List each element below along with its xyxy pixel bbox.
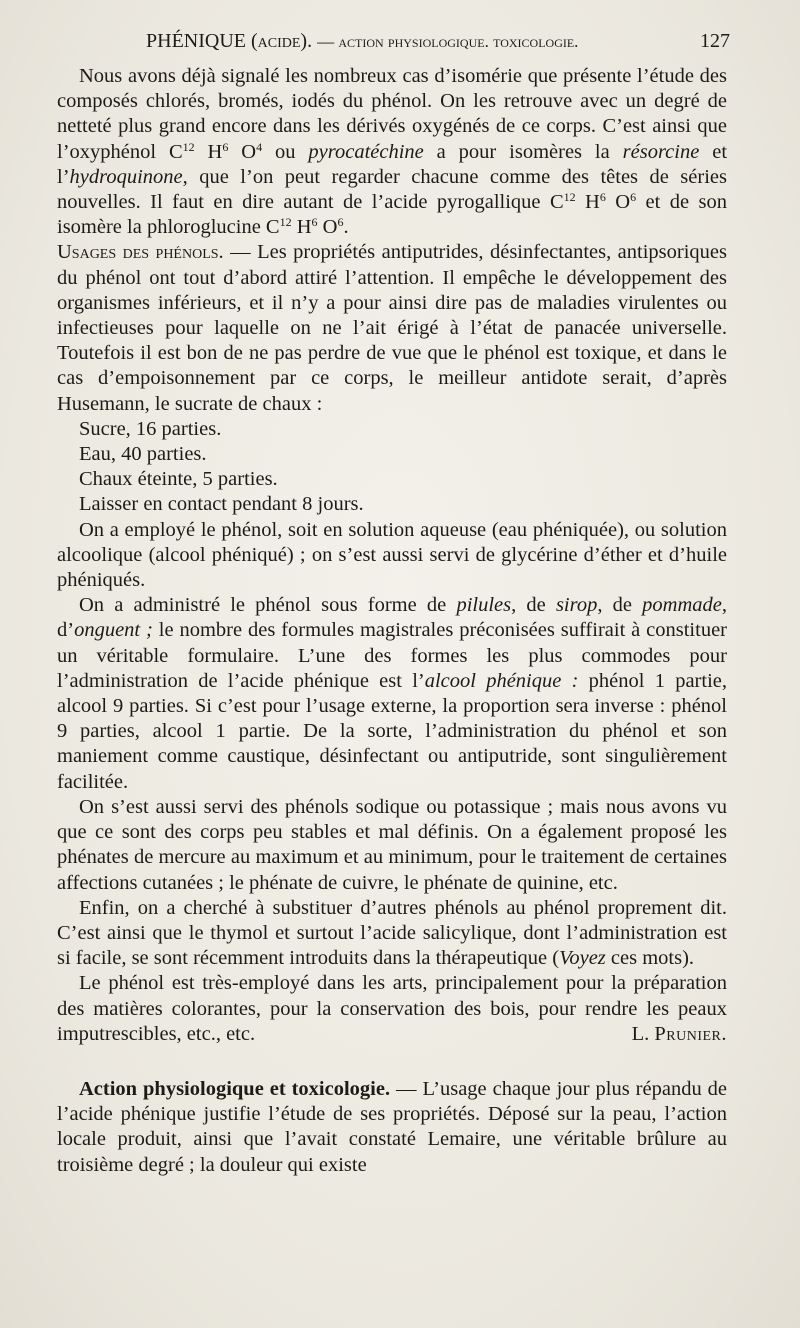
antidote-recipe bbox=[79, 417, 727, 518]
paragraph-formes: On a administré le phénol sous forme de pilules, de sirop, de pommade, d’onguent ; le nombre des formules magistrales préconisées suffirait à constituer un véritable formulaire. L’une des formes les plus commodes pour l’administration de l’acide phénique est l’alcool phénique : phénol 1 partie, alcool 9 parties. Si c’est pour l’usage externe, la proportion sera inverse : phénol 9 parties, alcool 1 partie. De la sorte, l’administration du phénol et son maniement comme caustique, désinfectant ou antiputride, sont singulièrement facilitée. bbox=[57, 594, 728, 793]
paragraph-phenates: On s’est aussi servi des phénols sodique ou potassique ; mais nous avons vu que ce sont des corps peu stables et mal définis. On a également proposé les phénates de mercure au maximum et au minimum, pour le traitement de certaines affections cutanées ; le phénate de cuivre, le phénate de quinine, etc. bbox=[57, 795, 727, 894]
paragraph-isomerie: Nous avons déjà signalé les nombreux cas d’isomérie que présente l’étude des composés chlorés, bromés, iodés du phénol. On les retrouve avec un degré de netteté plus grand encore dans les dérivés oxygénés de ce corps. C’est ainsi que l’oxyphénol $C^{12}$ $H^6$ $O^4$ ou pyrocatéchine a pour isomères la résorcine et l’hydroquinone, que l’on peut regarder chacune comme des têtes de séries nouvelles. Il faut en dire autant de l’acide pyrogallique $C^{12}$ $H^6$ $O^6$ et de son isomère la phloroglucine $C^{12}$ $H^6$ $O^6$. bbox=[57, 65, 728, 239]
paragraph-arts: Le phénol est très-employé dans les arts, principalement pour la préparation des matières colorantes, pour la conservation des bois, pour rendre les peaux imputrescibles, etc., etc. L. Prunier. bbox=[57, 971, 727, 1047]
recipe-line: Chaux éteinte, 5 parties. bbox=[79, 468, 278, 491]
section-heading-usages: Usages des phénols. bbox=[57, 241, 224, 264]
recipe-line: Laisser en contact pendant 8 jours. bbox=[79, 493, 364, 516]
running-title-rest: — action physiologique. toxicologie. bbox=[317, 32, 579, 51]
page-number: 127 bbox=[700, 30, 730, 52]
paragraph-action-physiologique: Action physiologique et toxicologie. — L’usage chaque jour plus répandu de l’acide phénique justifie l’étude de ses propriétés. Déposé sur la peau, l’action locale produit, ainsi que l’avait constaté Lemaire, une véritable brûlure au troisième degré ; la douleur qui existe bbox=[57, 1077, 727, 1176]
paragraph-usages: Usages des phénols. — Les propriétés antiputrides, désinfectantes, antipsoriques du phénol ont tout d’abord attiré l’attention. Il empêche le développement des organismes inférieurs, et il n’y a pour ainsi dire pas de maladies virulentes ou infectieuses pour laquelle on ne l’ait érigé à l’état de panacée universelle. Toutefois il est bon de ne pas perdre de vue que le phénol est toxique, et dans le cas d’empoisonnement par ce corps, le meilleur antidote serait, d’après Husemann, le sucrate de chaux : bbox=[57, 241, 727, 415]
page-body bbox=[57, 64, 727, 1178]
running-title bbox=[146, 30, 578, 53]
running-title-sc: (acide). bbox=[251, 30, 313, 52]
paragraph-substitution: Enfin, on a cherché à substituer d’autres phénols au phénol proprement dit. C’est ainsi que le thymol et surtout l’acide salicylique, dont l’administration est si facile, se sont récemment introduits dans la thérapeutique (Voyez ces mots). bbox=[57, 896, 727, 970]
paragraph-solutions: On a employé le phénol, soit en solution aqueuse (eau phéniquée), ou solution alcoolique (alcool phéniqué) ; on s’est aussi servi de glycérine d’éther et d’huile phéniqués. bbox=[57, 518, 727, 592]
recipe-line: Eau, 40 parties. bbox=[79, 443, 207, 466]
recipe-line: Sucre, 16 parties. bbox=[79, 417, 222, 440]
section-heading-action: Action physiologique et toxicologie. bbox=[79, 1077, 391, 1100]
author-signature: L. Prunier. bbox=[631, 1022, 727, 1045]
running-title-main: PHÉNIQUE bbox=[146, 30, 246, 52]
running-header bbox=[58, 30, 730, 60]
